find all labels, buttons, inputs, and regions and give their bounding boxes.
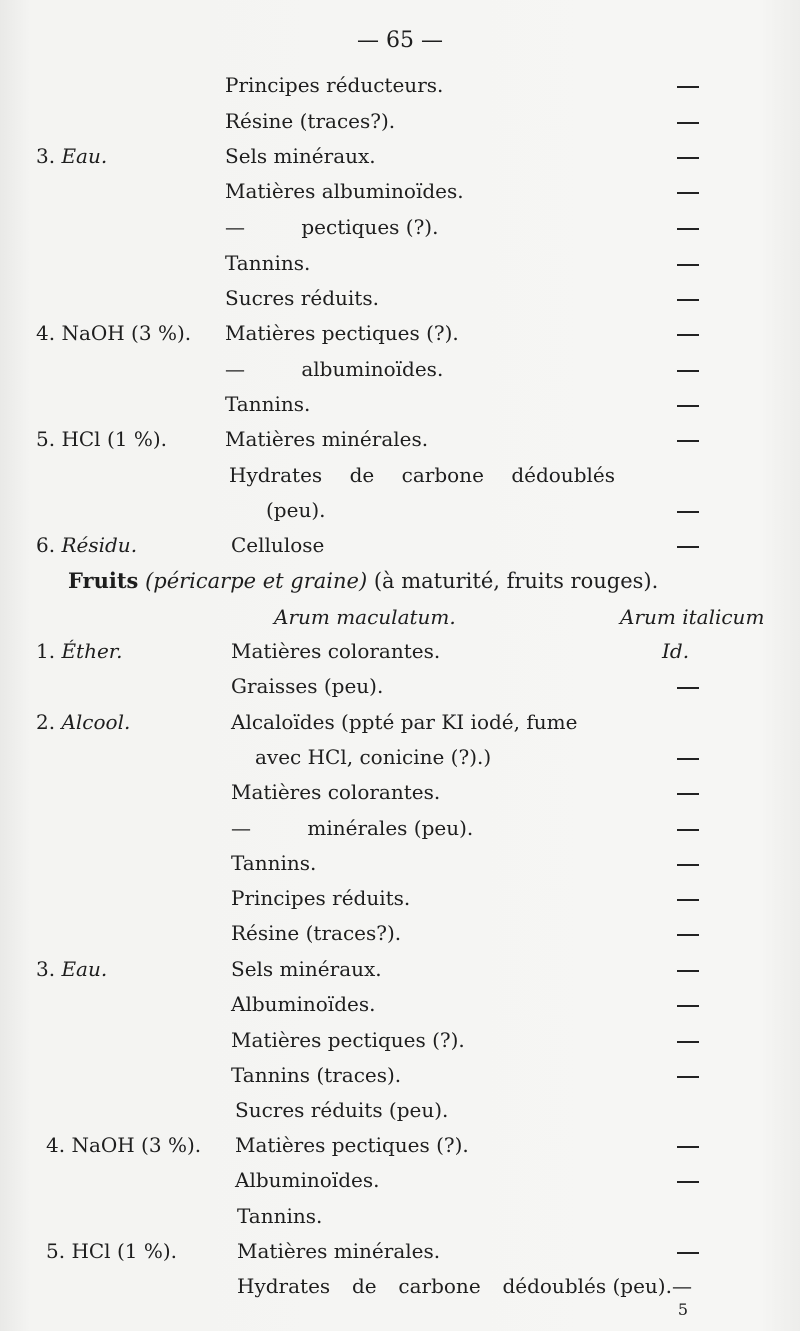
dash-mark	[676, 1023, 700, 1057]
item-text: Tannins.	[225, 251, 311, 275]
dash-mark	[676, 952, 700, 986]
list-item	[0, 846, 800, 880]
list-item	[0, 104, 800, 138]
item-text: Hydrates de carbone dédoublés	[229, 463, 615, 487]
ditto-id: Id.	[662, 639, 690, 663]
list-item	[0, 1058, 800, 1092]
item-text: Principes réducteurs.	[225, 73, 444, 97]
column-headers	[0, 600, 800, 634]
item-text: (peu).	[266, 498, 326, 522]
list-item	[0, 1128, 800, 1162]
dash-mark	[676, 987, 700, 1021]
dash-mark	[676, 811, 700, 845]
item-text: Matières colorantes.	[231, 639, 441, 663]
item-text: Tannins.	[237, 1204, 323, 1228]
list-item	[0, 987, 800, 1021]
dash-mark	[676, 1234, 700, 1268]
step-number: 5. HCl (1 %).	[46, 1239, 177, 1263]
dash-mark	[676, 493, 700, 527]
list-item	[0, 1093, 800, 1127]
signature-mark: 5	[677, 1300, 688, 1319]
dash-mark	[676, 316, 700, 350]
item-text: Principes réduits.	[231, 886, 411, 910]
list-item	[0, 775, 800, 809]
item-text: Résine (traces?).	[231, 921, 402, 945]
item-text: Matières colorantes.	[231, 780, 441, 804]
dash-mark	[676, 1058, 700, 1092]
dash-mark	[676, 352, 700, 386]
step-number: 2. Alcool.	[36, 710, 131, 734]
item-text: Résine (traces?).	[225, 109, 396, 133]
dash-mark	[676, 104, 700, 138]
item-text: Matières minérales.	[237, 1239, 441, 1263]
dash-mark	[676, 881, 700, 915]
list-item	[0, 1023, 800, 1057]
item-text: Matières pectiques (?).	[225, 321, 459, 345]
dash-mark	[676, 1163, 700, 1197]
item-text: Matières minérales.	[225, 427, 429, 451]
list-item	[0, 352, 800, 386]
list-item	[0, 316, 800, 350]
dash-mark	[676, 422, 700, 456]
step-number: 6. Résidu.	[36, 533, 138, 557]
dash-mark	[676, 281, 700, 315]
list-item	[0, 1199, 800, 1233]
list-item	[0, 422, 800, 456]
step-number: 5. HCl (1 %).	[36, 427, 167, 451]
item-text: Tannins.	[225, 392, 311, 416]
list-item	[0, 705, 800, 739]
item-text: Matières albuminoïdes.	[225, 179, 464, 203]
list-item	[0, 811, 800, 845]
dash-mark	[676, 246, 700, 280]
list-item	[0, 1234, 800, 1268]
dash-mark	[676, 210, 700, 244]
item-text: Sels minéraux.	[225, 144, 376, 168]
item-text: Sucres réduits (peu).	[235, 1098, 449, 1122]
list-item	[0, 528, 800, 562]
item-text: Sucres réduits.	[225, 286, 379, 310]
list-item	[0, 387, 800, 421]
item-text: Albuminoïdes.	[235, 1168, 380, 1192]
list-item	[0, 634, 800, 668]
item-text: Cellulose	[231, 533, 325, 557]
list-item	[0, 174, 800, 208]
ditto-dash: —	[225, 215, 245, 239]
item-text: Hydrates de carbone dédoublés (peu).—	[237, 1274, 692, 1298]
list-item	[0, 952, 800, 986]
column-header-left: Arum maculatum.	[274, 605, 456, 629]
heading-bold: Fruits	[68, 568, 139, 593]
item-text: Tannins (traces).	[231, 1063, 402, 1087]
ditto-dash: —	[225, 357, 245, 381]
list-item	[0, 740, 800, 774]
dash-mark	[676, 916, 700, 950]
ditto-dash: —	[231, 816, 251, 840]
dash-mark	[676, 775, 700, 809]
heading-rest: (à maturité, fruits rouges).	[373, 569, 659, 593]
item-text: Graisses (peu).	[231, 674, 384, 698]
dash-mark	[676, 846, 700, 880]
column-header-right: Arum italicum	[620, 605, 765, 629]
list-item	[0, 669, 800, 703]
section-heading	[0, 564, 800, 598]
dash-mark	[676, 68, 700, 102]
dash-mark	[676, 387, 700, 421]
list-item	[0, 68, 800, 102]
list-item	[0, 881, 800, 915]
step-number: 3. Eau.	[36, 144, 108, 168]
dash-mark	[676, 669, 700, 703]
dash-mark	[676, 1128, 700, 1162]
item-text: Sels minéraux.	[231, 957, 382, 981]
list-item	[0, 1163, 800, 1197]
step-number: 1. Éther.	[36, 639, 123, 663]
step-number: 3. Eau.	[36, 957, 108, 981]
dash-mark	[676, 528, 700, 562]
list-item	[0, 1269, 800, 1303]
list-item	[0, 246, 800, 280]
list-item	[0, 281, 800, 315]
list-item	[0, 493, 800, 527]
list-item	[0, 916, 800, 950]
list-item	[0, 139, 800, 173]
item-text: — albuminoïdes.	[225, 352, 443, 386]
item-text: Matières pectiques (?).	[231, 1028, 465, 1052]
item-text: avec HCl, conicine (?).)	[255, 745, 492, 769]
item-text: — pectiques (?).	[225, 210, 438, 244]
page-number: — 65 —	[357, 28, 443, 53]
list-item	[0, 458, 800, 492]
heading-italic: (péricarpe et graine)	[145, 569, 368, 593]
dash-mark	[676, 740, 700, 774]
item-text: Tannins.	[231, 851, 317, 875]
dash-mark	[676, 139, 700, 173]
step-number: 4. NaOH (3 %).	[46, 1133, 202, 1157]
item-text: — minérales (peu).	[231, 811, 473, 845]
item-text: Matières pectiques (?).	[235, 1133, 469, 1157]
dash-mark	[676, 174, 700, 208]
list-item	[0, 210, 800, 244]
item-text: Albuminoïdes.	[231, 992, 376, 1016]
step-number: 4. NaOH (3 %).	[36, 321, 192, 345]
item-text: Alcaloïdes (ppté par KI iodé, fume	[231, 710, 578, 734]
